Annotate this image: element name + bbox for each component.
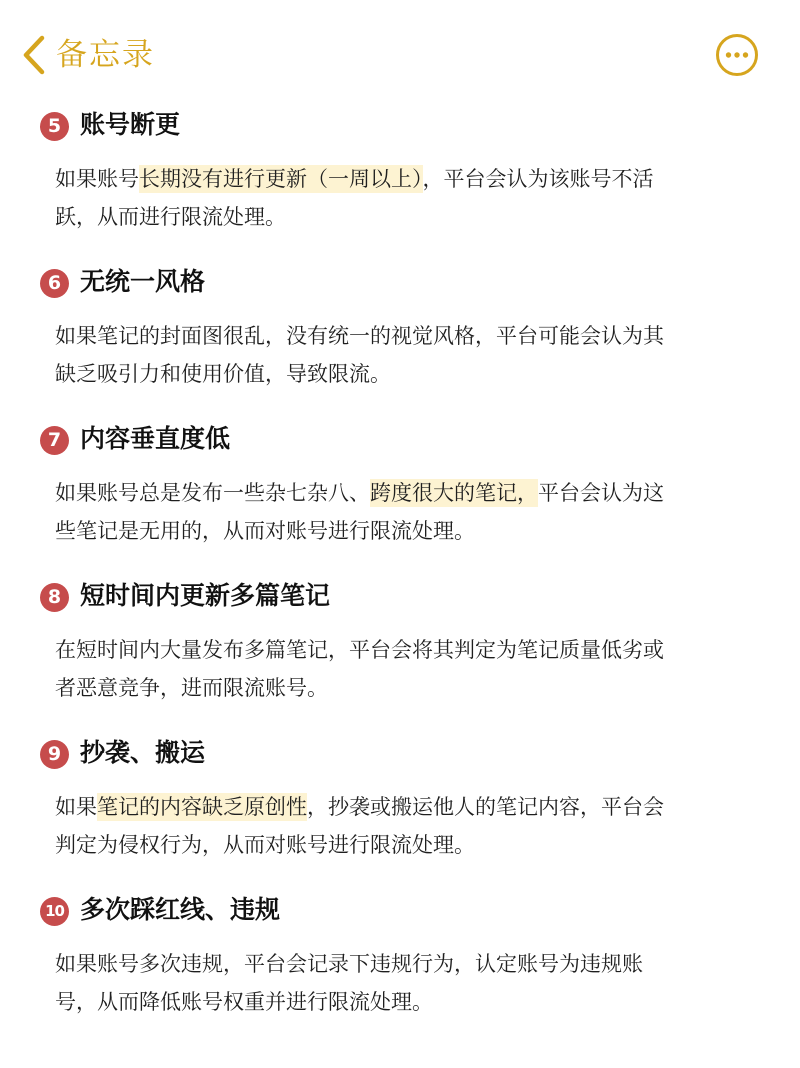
body-text: 如果账号 bbox=[55, 167, 139, 191]
section-body bbox=[55, 160, 755, 236]
body-text: ，抄袭或搬运他人的笔记内容，平台会 bbox=[307, 795, 664, 819]
body-line bbox=[55, 669, 755, 707]
body-text: 判定为侵权行为，从而对账号进行限流处理。 bbox=[55, 833, 475, 857]
body-text: 缺乏吸引力和使用价值，导致限流。 bbox=[55, 362, 391, 386]
section-body bbox=[55, 945, 755, 1021]
body-line bbox=[55, 474, 755, 512]
body-text: 如果 bbox=[55, 795, 97, 819]
body-line bbox=[55, 317, 755, 355]
section-number-badge: 9 bbox=[40, 740, 69, 769]
chevron-left-icon bbox=[22, 35, 46, 75]
section-body bbox=[55, 317, 755, 393]
section-number-badge: 7 bbox=[40, 426, 69, 455]
body-line bbox=[55, 788, 755, 826]
body-line bbox=[55, 983, 755, 1021]
body-line bbox=[55, 160, 755, 198]
highlighted-text: 跨度很大的笔记， bbox=[370, 481, 538, 505]
section-body bbox=[55, 474, 755, 550]
section-title: 多次踩红线、违规 bbox=[80, 895, 281, 924]
body-line bbox=[55, 512, 755, 550]
body-text: ，平台会认为该账号不活 bbox=[422, 167, 654, 191]
section-number-badge: 5 bbox=[40, 112, 69, 141]
section-title: 账号断更 bbox=[80, 110, 181, 139]
body-text: 如果笔记的封面图很乱，没有统一的视觉风格，平台可能会认为其 bbox=[55, 324, 664, 348]
body-line bbox=[55, 355, 755, 393]
body-text: 跃，从而进行限流处理。 bbox=[55, 205, 286, 229]
highlighted-text: 笔记的内容缺乏原创性 bbox=[97, 795, 307, 819]
body-text: 平台会认为这 bbox=[538, 481, 664, 505]
section-number-badge: 6 bbox=[40, 269, 69, 298]
section-body bbox=[55, 631, 755, 707]
section-number-badge: 8 bbox=[40, 583, 69, 612]
body-line bbox=[55, 826, 755, 864]
body-text: 如果账号总是发布一些杂七杂八、 bbox=[55, 481, 370, 505]
body-text: 如果账号多次违规，平台会记录下违规行为，认定账号为违规账 bbox=[55, 952, 643, 976]
body-line bbox=[55, 945, 755, 983]
body-text: 些笔记是无用的，从而对账号进行限流处理。 bbox=[55, 519, 475, 543]
section-title: 短时间内更新多篇笔记 bbox=[80, 581, 331, 610]
section-body bbox=[55, 788, 755, 864]
body-text: 在短时间内大量发布多篇笔记，平台会将其判定为笔记质量低劣或 bbox=[55, 638, 664, 662]
section-title: 抄袭、搬运 bbox=[80, 738, 206, 767]
body-text: 号，从而降低账号权重并进行限流处理。 bbox=[55, 990, 433, 1014]
more-icon bbox=[715, 33, 759, 77]
body-text: 者恶意竞争，进而限流账号。 bbox=[55, 676, 328, 700]
more-button[interactable] bbox=[715, 33, 759, 77]
section-title: 无统一风格 bbox=[80, 267, 206, 296]
section-title: 内容垂直度低 bbox=[80, 424, 231, 453]
body-line bbox=[55, 198, 755, 236]
body-line bbox=[55, 631, 755, 669]
back-label: 备忘录 bbox=[56, 37, 155, 73]
section-number-badge: 10 bbox=[40, 897, 69, 926]
navigation-bar bbox=[0, 0, 800, 110]
highlighted-text: 长期没有进行更新（一周以上） bbox=[139, 167, 423, 191]
back-button[interactable] bbox=[22, 34, 155, 76]
